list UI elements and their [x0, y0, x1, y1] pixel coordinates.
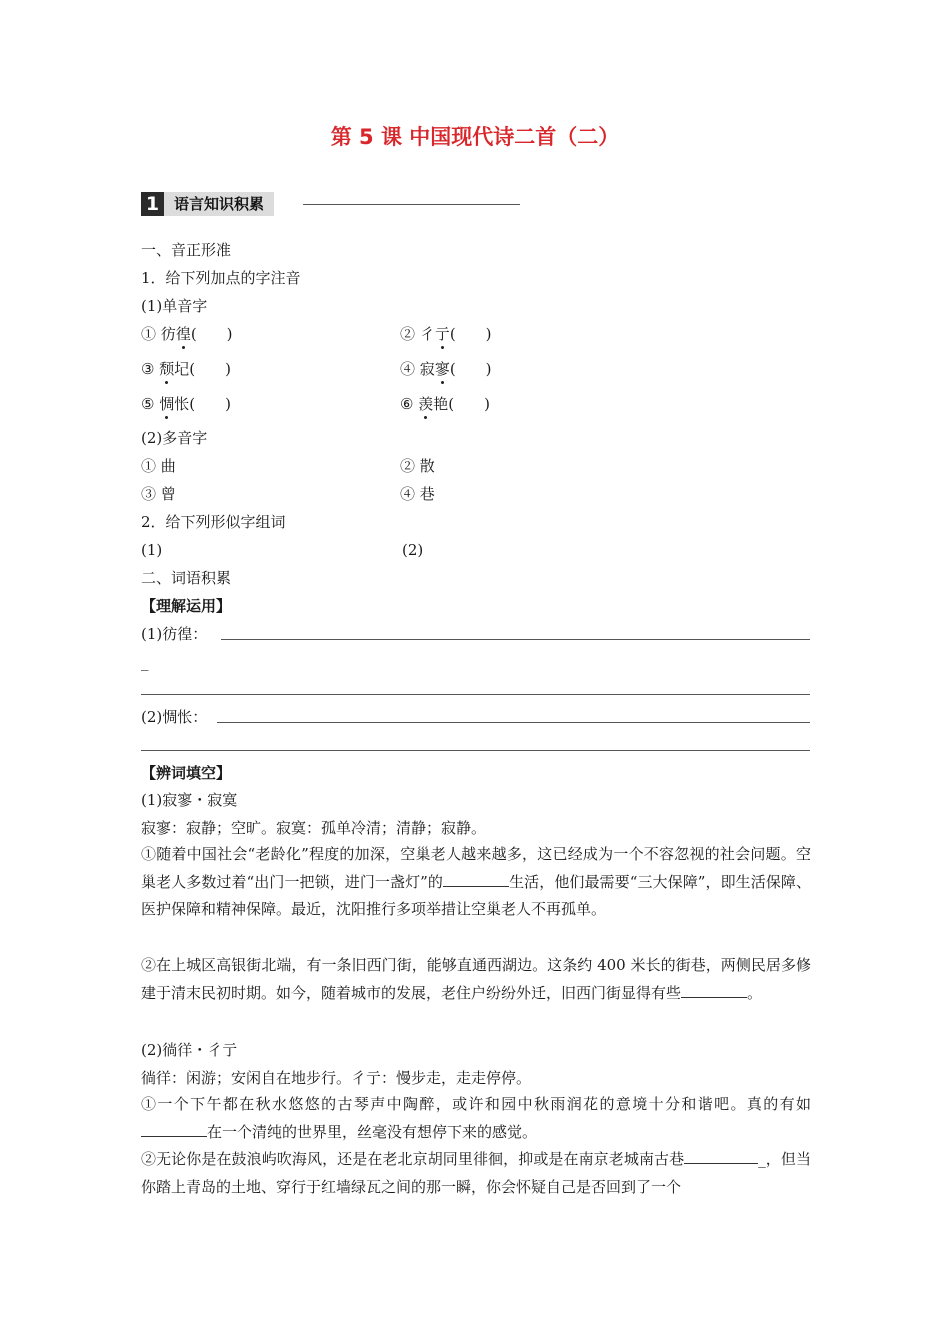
multi-item-3: ③ 曾 [141, 485, 176, 503]
single-item-3: ③ 颓 圮( ) [141, 359, 231, 379]
sub-multi: (2)多音字 [141, 429, 208, 447]
single-item-1: ① 彷徨 ( ) [141, 324, 233, 344]
question-2: 2．给下列形似字组词 [141, 513, 286, 531]
word-pair-2: (2)徜徉・彳亍 [141, 1041, 238, 1059]
single-item-6: ⑥ 羡 艳( ) [400, 394, 490, 414]
fill-blank[interactable] [141, 1122, 207, 1137]
single-item-4: ④ 寂寥 ( ) [400, 359, 492, 379]
section-label: 语言知识积累 [164, 192, 274, 216]
section-number: 1 [141, 192, 164, 216]
fill-blank[interactable] [684, 1149, 758, 1164]
sub-single: (1)单音字 [141, 297, 208, 315]
understand-2-label: (2)惆怅： [141, 708, 208, 726]
fill-blank[interactable] [443, 872, 509, 887]
answer-dash: _ [141, 653, 149, 671]
multi-item-2: ② 散 [400, 457, 435, 475]
heading-part2: 二、词语积累 [141, 569, 232, 587]
word-pair-1-def: 寂寥：寂静；空旷。寂寞：孤单冷清；清静；寂静。 [141, 819, 487, 837]
word-pair-1: (1)寂寥・寂寞 [141, 791, 238, 809]
fill-blank[interactable] [681, 983, 747, 998]
q2-item-2: (2) [402, 541, 424, 559]
word-pair-2-def: 徜徉：闲游；安闲自在地步行。彳亍：慢步走，走走停停。 [141, 1069, 532, 1087]
understand-1-label: (1)彷徨： [141, 625, 208, 643]
q2-item-1: (1) [141, 541, 163, 559]
answer-line [221, 639, 810, 640]
multi-item-4: ④ 巷 [400, 485, 435, 503]
distinguish-heading: 【辨词填空】 [141, 764, 232, 782]
understand-heading: 【理解运用】 [141, 597, 232, 615]
multi-item-1: ① 曲 [141, 457, 176, 475]
exercise-paragraph-1: ①随着中国社会“老龄化”程度的加深，空巢老人越来越多，这已经成为一个不容忽视的社会问题。空巢老人多数过着“出门一把锁，进门一盏灯”的 生活，他们最需要“三大保障”，即生活保障、医护保障和精神保障。最近，沈阳推行多项举措让空巢老人不再孤单。 [141, 845, 811, 918]
exercise-paragraph-2: ②在上城区高银街北端，有一条旧西门街，能够直通西湖边。这条约 400 米长的街巷，两侧民居多修建于清末民初时期。如今，随着城市的发展，老住户纷纷外迁，旧西门街显得有些 。 [141, 956, 811, 1002]
answer-line [217, 722, 810, 723]
question-1: 1．给下列加点的字注音 [141, 269, 301, 287]
answer-line [141, 694, 810, 695]
section-divider [303, 204, 520, 205]
page-title: 第 5 课 中国现代诗二首（二） [330, 125, 620, 149]
heading-part1: 一、音正形准 [141, 241, 232, 259]
single-item-2: ② 彳亍 ( ) [400, 324, 492, 344]
exercise-paragraph-4: ②无论你是在鼓浪屿吹海风，还是在老北京胡同里徘徊，抑或是在南京老城南古巷 _，但当你踏上青岛的土地、穿行于红墙绿瓦之间的那一瞬，你会怀疑自己是否回到了一个 [141, 1150, 811, 1196]
answer-line [141, 750, 810, 751]
single-item-5: ⑤ 惆 怅( ) [141, 394, 231, 414]
exercise-paragraph-3: ①一个下午都在秋水悠悠的古琴声中陶醉，或许和园中秋雨润花的意境十分和谐吧。真的有如在一个清纯的世界里，丝毫没有想停下来的感觉。 [141, 1095, 811, 1141]
